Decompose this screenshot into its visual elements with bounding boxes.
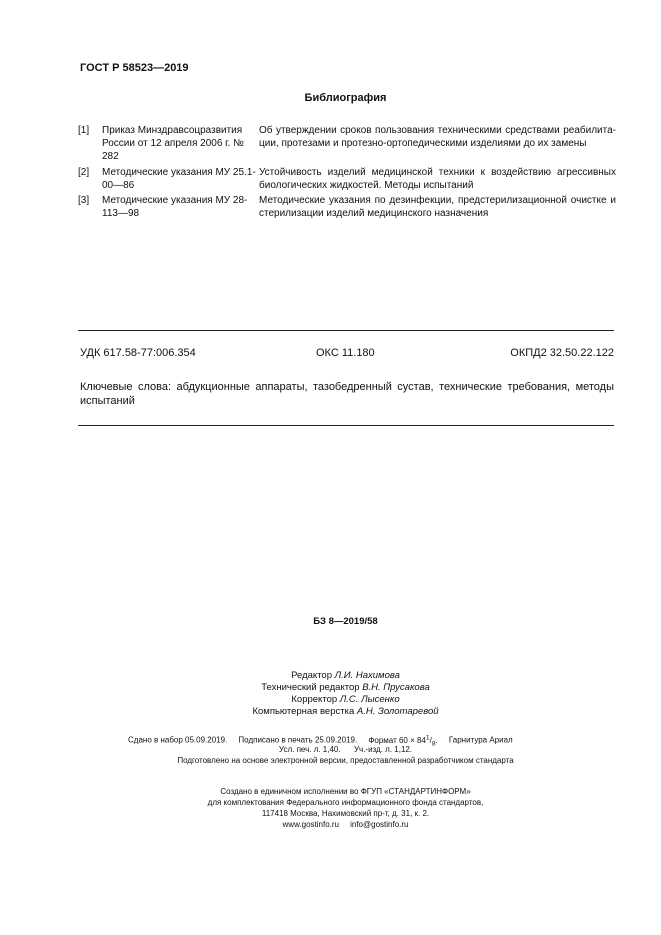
publication-sheets bbox=[0, 745, 661, 754]
publisher-footer bbox=[0, 786, 661, 830]
bibliography-item-source: Методические указания МУ 25.1-00—86 bbox=[102, 167, 256, 191]
bz-number: БЗ 8—2019/58 bbox=[313, 616, 378, 627]
classification-row bbox=[80, 347, 614, 361]
credits-block bbox=[0, 670, 661, 718]
bibliography-item-number: [2] bbox=[78, 167, 90, 178]
okpd-code: ОКПД2 32.50.22.122 bbox=[510, 347, 614, 359]
bottom-divider bbox=[78, 425, 614, 426]
paper-format: Формат $60 \times 84^1/_8$. bbox=[368, 734, 438, 748]
prepared-note: Подготовлено на основе электронной версии, предоставленной разработчиком стандарта bbox=[177, 756, 514, 765]
credit-proofreader: Корректор Л.С. Лысенко bbox=[291, 694, 400, 705]
bibliography-item-description: Устойчивость изделий медицинской техники к воздействию агрессивных биологических жидкостей. Методы испытаний bbox=[259, 167, 616, 191]
oks-code: ОКС 11.180 bbox=[316, 347, 375, 359]
printed-sheets: Усл. печ. л. 1,40. bbox=[278, 745, 341, 754]
credit-tech-editor: Технический редактор В.Н. Прусакова bbox=[261, 682, 430, 693]
credit-layout: Компьютерная верстка А.Н. Золотаревой bbox=[252, 706, 439, 717]
bibliography-item-source: Приказ Минздравсоцразвития России от 12 апреля 2006 г. № 282 bbox=[102, 125, 244, 162]
bibliography-item-description: Методические указания по дезинфекции, предстерилизационной очистке и стерилизации изделий медицинского назначения bbox=[259, 195, 616, 219]
bibliography-item-description: Об утверждении сроков пользования техническими средствами реабилита- ции, протезами и протезно-ортопедическими изделиями до их замены bbox=[259, 125, 616, 149]
credit-editor: Редактор Л.И. Нахимова bbox=[291, 670, 400, 681]
publisher-sheets: Уч.-изд. л. 1,12. bbox=[353, 745, 413, 754]
bibliography-title: Библиография bbox=[304, 92, 387, 104]
bibliography-item-source: Методические указания МУ 28-113—98 bbox=[102, 195, 248, 219]
website-link[interactable]: www.gostinfo.ru bbox=[282, 820, 339, 829]
bibliography-item-number: [3] bbox=[78, 195, 90, 206]
bibliography-item-number: [1] bbox=[78, 125, 90, 136]
keywords: Ключевые слова: абдукционные аппараты, тазобедренный сустав, технические требования, методы испытаний bbox=[80, 381, 614, 407]
standard-header: ГОСТ Р 58523—2019 bbox=[80, 62, 189, 74]
udk-code: УДК 617.58-77:006.354 bbox=[80, 347, 196, 359]
footer-line: 117418 Москва, Нахимовский пр-т, д. 31, к. 2. bbox=[261, 809, 430, 818]
footer-contacts bbox=[0, 819, 661, 830]
email-link[interactable]: info@gostinfo.ru bbox=[350, 820, 409, 829]
footer-line: для комплектования Федерального информационного фонда стандартов, bbox=[207, 798, 484, 807]
footer-line: Создано в единичном исполнении во ФГУП «СТАНДАРТИНФОРМ» bbox=[220, 787, 471, 796]
top-divider bbox=[78, 330, 614, 331]
signed-date: Подписано в печать 25.09.2019. bbox=[238, 735, 358, 745]
font-name: Гарнитура Ариал bbox=[448, 735, 513, 745]
submitted-date: Сдано в набор 05.09.2019. bbox=[128, 735, 228, 745]
